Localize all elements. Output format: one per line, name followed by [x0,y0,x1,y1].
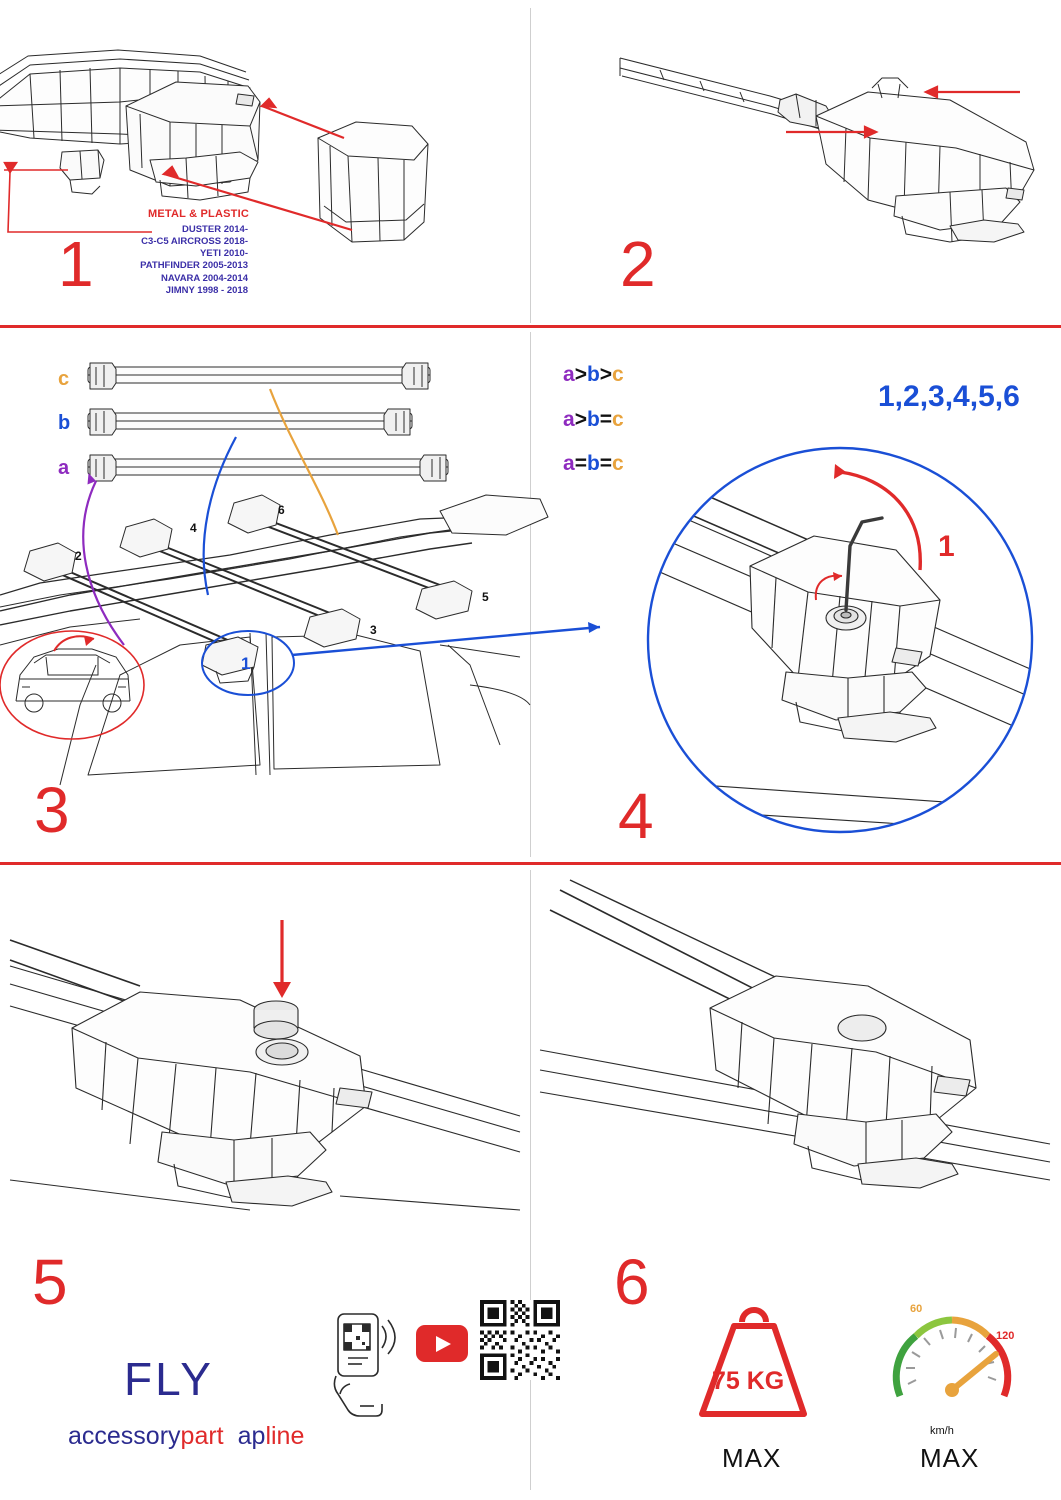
brand-word-accessory: accessory [68,1422,181,1450]
inequality-2 [563,408,624,432]
speedometer-icon [884,1300,1020,1430]
ineq-op: > [574,408,587,431]
bar-label-c: c [58,368,70,390]
step-number-1: 1 [58,228,94,300]
brand-fly: FLY [124,1353,214,1405]
qr-code-image [480,1300,560,1380]
step4-sequence: 1,2,3,4,5,6 [878,380,1020,413]
ineq-term: b [586,452,600,475]
panel-step-6 [540,880,1050,1220]
step2-illustration [620,30,1050,260]
ineq-op: > [574,363,587,386]
ineq-term: c [612,363,624,386]
ineq-term: a [563,452,575,475]
panel-step-5 [10,880,520,1220]
step-number-4: 4 [618,780,654,852]
weight-max-label: MAX [722,1443,782,1473]
bar-label-b: b [58,412,71,434]
qr-code [480,1300,560,1380]
panel-step-4 [600,450,1060,840]
divider-vertical-mid [530,332,531,857]
speed-unit-label: km/h [930,1425,954,1437]
speed-limit-icon-wrap [884,1300,1020,1430]
vehicle-item: JIMNY 1998 - 2018 [165,284,248,296]
weight-value: 75 KG [712,1367,785,1395]
ineq-term: a [563,363,575,386]
brand-line [68,1422,304,1451]
ineq-term: c [612,452,624,475]
hand-holding-phone-scan-icon [330,1310,404,1420]
gauge-low-label: 60 [910,1303,923,1315]
ineq-op: > [599,363,613,386]
divider-vertical-bottom [530,870,531,1490]
step-number-6: 6 [614,1246,650,1318]
panel-step-3 [0,345,530,845]
divider-vertical-top [530,8,531,323]
vehicle-item: DUSTER 2014- [182,224,248,235]
ineq-op: = [574,452,587,475]
bar-label-a: a [58,457,70,479]
ineq-term: b [586,408,600,431]
youtube-play-icon[interactable] [416,1325,468,1362]
step3-illustration [0,345,530,845]
inequality-1 [563,363,624,387]
speed-max-label: MAX [920,1443,980,1473]
step5-illustration [10,880,520,1220]
step4-illustration [600,450,1060,840]
step4-callout: 1 [938,530,955,563]
panel-step-2 [620,30,1050,260]
weight-limit-icon-wrap [688,1300,818,1426]
mount-point-3: 3 [370,623,377,637]
mount-point-4: 4 [190,521,197,535]
weight-icon [688,1300,818,1426]
vehicle-item: C3-C5 AIRCROSS 2018- [141,236,248,248]
brand-word-line: line [265,1422,305,1450]
ineq-term: c [612,408,624,431]
ineq-term: b [586,363,600,386]
phone-scan-icon-wrap [330,1310,404,1420]
divider-row-1 [0,325,1061,328]
step1-vehicle-list [0,224,248,300]
vehicle-item: PATHFINDER 2005-2013 [140,260,248,272]
vehicle-item: YETI 2010- [199,248,248,260]
brand-word-ap: ap [237,1422,266,1450]
ineq-term: a [563,408,575,431]
ineq-op: = [599,408,613,431]
step6-illustration [540,880,1050,1220]
step1-material-note: METAL & PLASTIC [148,208,249,220]
circled-mount-label: 1 [241,654,251,673]
mount-point-5: 5 [482,590,489,604]
step-number-2: 2 [620,228,656,300]
gauge-high-label: 120 [996,1330,1015,1342]
mount-point-6: 6 [278,503,285,517]
ineq-op: = [599,452,613,475]
step-number-3: 3 [34,774,70,846]
divider-row-2 [0,862,1061,865]
step-number-5: 5 [32,1246,68,1318]
vehicle-item: NAVARA 2004-2014 [161,272,248,284]
brand-word-part: part [180,1422,224,1450]
mount-point-2: 2 [75,549,82,563]
